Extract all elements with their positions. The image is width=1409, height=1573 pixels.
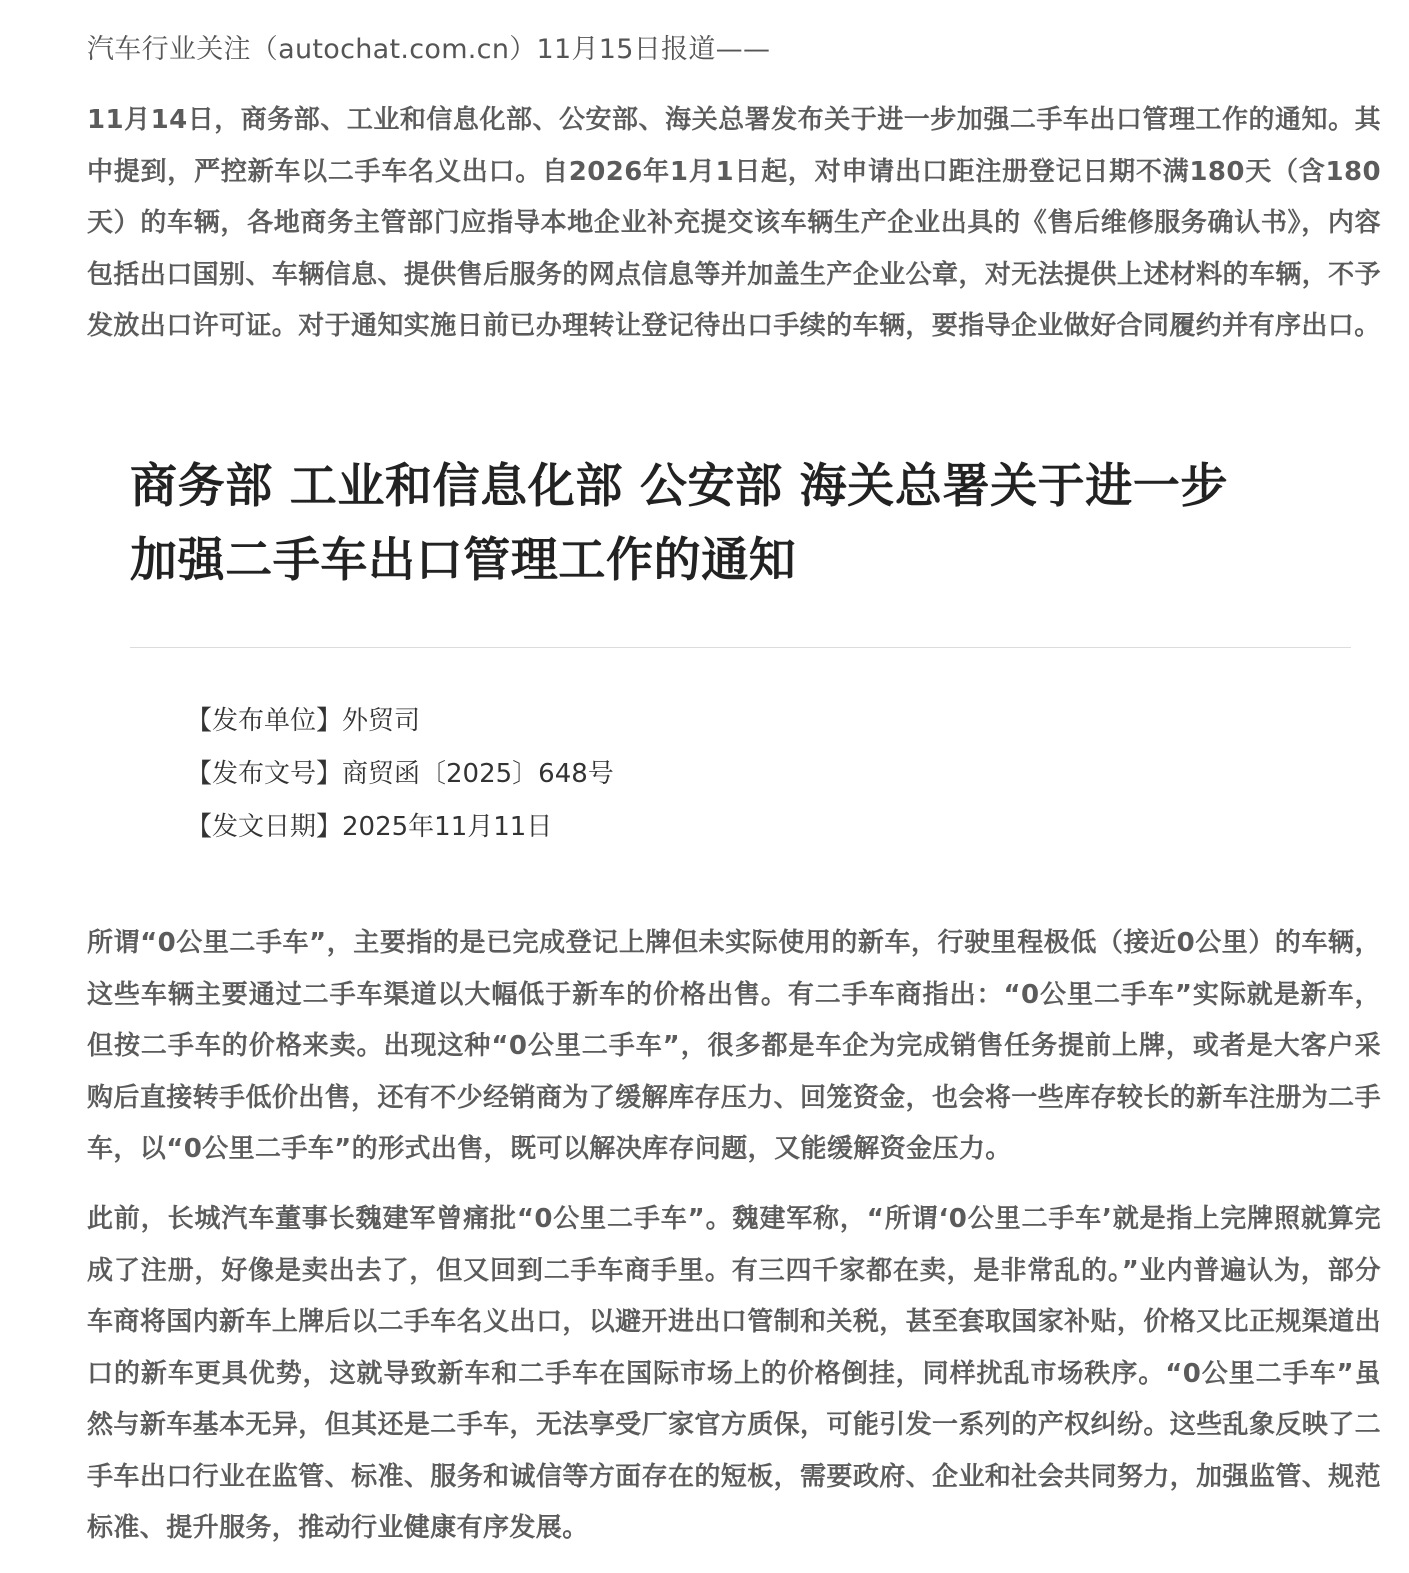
meta-value: 外贸司 (342, 706, 421, 736)
notice-title (130, 450, 1360, 598)
notice-meta (186, 695, 1086, 854)
intro-paragraph: 11月14日，商务部、工业和信息化部、公安部、海关总署发布关于进一步加强二手车出口管理工作的通知。其中提到，严控新车以二手车名义出口。自2026年1月1日起，对申请出口距注册登记日期不满180天（含180天）的车辆，各地商务主管部门应指导本地企业补充提交该车辆生产企业出具的《售后维修服务确认书》，内容包括出口国别、车辆信息、提供售后服务的网点信息等并加盖生产企业公章，对无法提供上述材料的车辆，不予发放出口许可证。对于通知实施日前已办理转让登记待出口手续的车辆，要指导企业做好合同履约并有序出口。 (87, 105, 1381, 341)
notice-title-line-2: 加强二手车出口管理工作的通知 (130, 533, 797, 588)
meta-label: 【发文日期】 (186, 812, 343, 842)
source-line: 汽车行业关注（autochat.com.cn）11月15日报道—— (87, 34, 771, 65)
meta-row-doc-number (186, 748, 1086, 801)
body-paragraph-1: 所谓“0公里二手车”，主要指的是已完成登记上牌但未实际使用的新车，行驶里程极低（接近0公里）的车辆，这些车辆主要通过二手车渠道以大幅低于新车的价格出售。有二手车商指出：“0公里二手车”实际就是新车，但按二手车的价格来卖。出现这种“0公里二手车”，很多都是车企为完成销售任务提前上牌，或者是大客户采购后直接转手低价出售，还有不少经销商为了缓解库存压力、回笼资金，也会将一些库存较长的新车注册为二手车，以“0公里二手车”的形式出售，既可以解决库存问题，又能缓解资金压力。 (87, 928, 1381, 1164)
body-paragraph-2: 此前，长城汽车董事长魏建军曾痛批“0公里二手车”。魏建军称，“所谓‘0公里二手车’就是指上完牌照就算完成了注册，好像是卖出去了，但又回到二手车商手里。有三四千家都在卖，是非常乱的。”业内普遍认为，部分车商将国内新车上牌后以二手车名义出口，以避开进出口管制和关税，甚至套取国家补贴，价格又比正规渠道出口的新车更具优势，这就导致新车和二手车在国际市场上的价格倒挂，同样扰乱市场秩序。“0公里二手车”虽然与新车基本无异，但其还是二手车，无法享受厂家官方质保，可能引发一系列的产权纠纷。这些乱象反映了二手车出口行业在监管、标准、服务和诚信等方面存在的短板，需要政府、企业和社会共同努力，加强监管、规范标准、提升服务，推动行业健康有序发展。 (87, 1204, 1381, 1543)
meta-value: 商贸函〔2025〕648号 (342, 759, 614, 789)
notice-title-line-1: 商务部 工业和信息化部 公安部 海关总署关于进一步 (130, 459, 1229, 514)
meta-row-date (186, 801, 1086, 854)
meta-label: 【发布文号】 (186, 759, 343, 789)
meta-row-publisher (186, 695, 1086, 748)
meta-value: 2025年11月11日 (342, 812, 553, 842)
title-divider (130, 647, 1351, 648)
meta-label: 【发布单位】 (186, 706, 343, 736)
